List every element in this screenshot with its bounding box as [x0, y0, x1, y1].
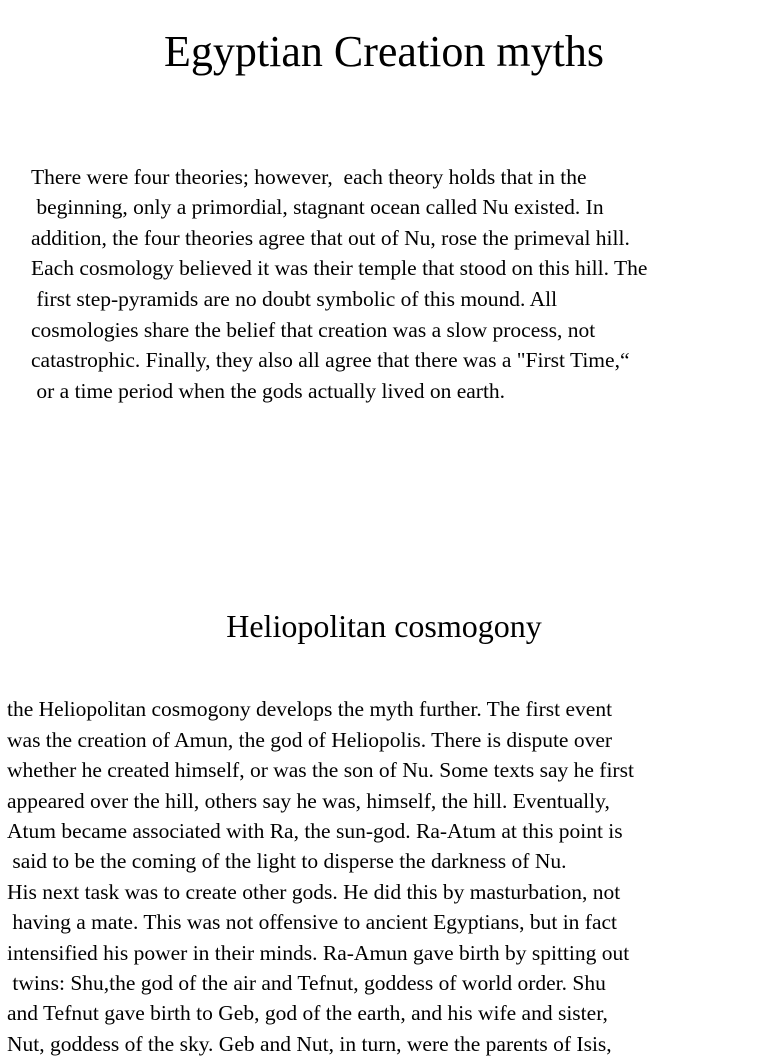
- intro-line: or a time period when the gods actually lived on earth.: [31, 378, 506, 403]
- body-line: Nut, goddess of the sky. Geb and Nut, in turn, were the parents of Isis,: [7, 1031, 612, 1056]
- body-paragraph: [7, 664, 768, 1059]
- body-line: said to be the coming of the light to disperse the darkness of Nu.: [7, 849, 567, 874]
- intro-line: beginning, only a primordial, stagnant ocean called Nu existed. In: [31, 195, 604, 220]
- body-line: His next task was to create other gods. He did this by masturbation, not: [7, 879, 621, 904]
- intro-line: addition, the four theories agree that out of Nu, rose the primeval hill.: [31, 225, 630, 250]
- intro-paragraph: [31, 131, 768, 406]
- section-title: Heliopolitan cosmogony: [226, 608, 542, 644]
- body-line: whether he created himself, or was the son of Nu. Some texts say he first: [7, 758, 634, 783]
- body-line: and Tefnut gave birth to Geb, god of the earth, and his wife and sister,: [7, 1001, 608, 1026]
- intro-line: first step-pyramids are no doubt symbolic of this mound. All: [31, 286, 558, 311]
- body-line: appeared over the hill, others say he was, himself, the hill. Eventually,: [7, 788, 610, 813]
- page-title: Egyptian Creation myths: [164, 27, 604, 76]
- intro-line: cosmologies share the belief that creation was a slow process, not: [31, 317, 596, 342]
- body-line: intensified his power in their minds. Ra-Amun gave birth by spitting out: [7, 940, 630, 965]
- intro-line: catastrophic. Finally, they also all agree that there was a "First Time,“: [31, 348, 630, 373]
- body-line: Atum became associated with Ra, the sun-god. Ra-Atum at this point is: [7, 819, 623, 844]
- body-line: twins: Shu,the god of the air and Tefnut, goddess of world order. Shu: [7, 971, 606, 996]
- body-line: was the creation of Amun, the god of Heliopolis. There is dispute over: [7, 727, 613, 752]
- body-line: having a mate. This was not offensive to ancient Egyptians, but in fact: [7, 910, 618, 935]
- intro-line: Each cosmology believed it was their temple that stood on this hill. The: [31, 256, 648, 281]
- body-line: the Heliopolitan cosmogony develops the myth further. The first event: [7, 697, 613, 722]
- intro-line: There were four theories; however, each theory holds that in the: [31, 164, 587, 189]
